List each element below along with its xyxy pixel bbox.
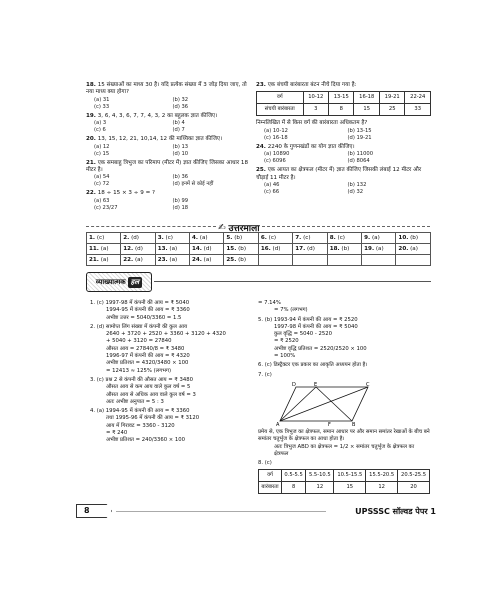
solution-line: अभीष्ट उत्तर = 5040/3360 = 1.5 xyxy=(106,314,182,321)
question-19 xyxy=(86,113,251,134)
banner-text: व्याख्यात्मक xyxy=(95,277,126,286)
answer-cell xyxy=(121,233,155,244)
answer-cell xyxy=(327,244,361,255)
answer-cell xyxy=(258,255,292,266)
solution-line: तथा 1995-96 में कंपनी की आय = ₹ 3120 xyxy=(106,415,200,422)
answer-cell xyxy=(121,255,155,266)
question-number: 18. xyxy=(86,82,96,88)
answer-number: 2. xyxy=(123,235,130,241)
solution-line: 7. (c) xyxy=(258,371,272,378)
option-item: (c) 16-18 xyxy=(264,134,288,141)
table-header-cell: 10.5-15.5 xyxy=(334,470,366,482)
answer-cell xyxy=(327,233,361,244)
question-number: 19. xyxy=(86,112,96,119)
answer-number: 11. xyxy=(89,246,99,252)
table-header-cell: 19-21 xyxy=(379,92,404,104)
answer-cell xyxy=(87,255,121,266)
answer-cell xyxy=(293,233,327,244)
option-item: (a) 63 xyxy=(94,197,110,204)
option-item: (c) 6096 xyxy=(264,158,286,165)
option-item: (c) 33 xyxy=(94,103,110,110)
options-list xyxy=(86,198,251,212)
answer-cell xyxy=(293,255,327,266)
question-23 xyxy=(256,82,431,142)
question-number: 24. xyxy=(256,143,266,150)
answer-key-table xyxy=(86,232,431,266)
solution-line: = ₹ 2520 xyxy=(274,338,299,345)
table-header-cell: 0.5-5.5 xyxy=(281,470,305,482)
answer-option: (c) xyxy=(165,235,173,241)
question-24 xyxy=(256,144,431,165)
option-item: (a) 46 xyxy=(264,182,280,189)
triangle-side xyxy=(280,387,316,421)
answer-option: (a) xyxy=(169,246,178,252)
answer-number: 13. xyxy=(157,246,168,252)
answer-number: 21. xyxy=(89,257,99,263)
question-21 xyxy=(86,160,251,189)
page-footer xyxy=(76,504,436,518)
page-number-arrow xyxy=(76,504,112,518)
questions-right-column xyxy=(256,82,431,198)
answer-row xyxy=(87,255,431,266)
solution-line: औसत आय = 27840/8 = ₹ 3480 xyxy=(106,345,185,352)
answer-cell xyxy=(87,233,121,244)
answer-cell xyxy=(224,255,258,266)
option-item: (c) 6 xyxy=(94,127,106,134)
answer-cell xyxy=(362,233,396,244)
answer-option: (d) xyxy=(203,246,212,252)
cumulative-frequency-table xyxy=(256,91,431,116)
solution-block xyxy=(258,372,430,379)
option-item: (a) 10-12 xyxy=(264,127,288,134)
question-22 xyxy=(86,190,251,211)
answer-option: (a) xyxy=(410,246,418,252)
table-header-row xyxy=(259,470,430,482)
answer-cell xyxy=(87,244,121,255)
answer-option: (a) xyxy=(100,246,109,252)
answer-option: (a) xyxy=(371,235,380,241)
answer-number: 10. xyxy=(398,235,409,241)
table-header-cell: 5.5-10.5 xyxy=(306,470,334,482)
triangle-side xyxy=(316,387,352,421)
divider xyxy=(86,226,216,227)
option-item: (a) 54 xyxy=(94,174,110,181)
table-cell: 33 xyxy=(405,104,431,116)
question-18 xyxy=(86,82,251,111)
divider xyxy=(154,281,431,282)
figure-label-e: E xyxy=(314,381,318,388)
option-item: (a) 3 xyxy=(94,120,107,127)
answer-option: (d) xyxy=(134,246,143,252)
answer-cell xyxy=(189,244,223,255)
figure-label-f: F xyxy=(328,421,331,427)
table-header-cell: 15.5-20.5 xyxy=(366,470,398,482)
answer-option: (b) xyxy=(238,257,247,263)
answer-cell xyxy=(224,233,258,244)
answer-cell xyxy=(293,244,327,255)
question-text: 18 ÷ 15 × 3 ÷ 9 = ? xyxy=(97,190,155,197)
answer-cell xyxy=(258,244,292,255)
answer-number: 6. xyxy=(260,235,267,241)
option-item: (b) 13-15 xyxy=(347,127,372,134)
answer-option: (a) xyxy=(199,235,208,241)
question-line xyxy=(86,82,251,97)
solution-line: 1997-98 में कंपनी की आय = ₹ 5040 xyxy=(274,323,358,330)
answer-option: (a) xyxy=(203,257,212,263)
solution-line: 2. (d) सामोप्त लिंग संख्या में कंपनी की कुल आय xyxy=(90,323,188,330)
solution-block xyxy=(258,300,430,315)
answer-number: 15. xyxy=(226,246,237,252)
banner-highlight: हल xyxy=(128,277,142,288)
answer-option: (d) xyxy=(272,246,281,252)
solution-block xyxy=(90,324,250,375)
solution-line: = 7% (लगभग) xyxy=(274,307,308,314)
table-cell: 15 xyxy=(334,482,366,494)
answer-option: (d) xyxy=(131,235,139,241)
solution-line: अतः अभीष्ट अनुपात = 5 : 3 xyxy=(106,398,164,405)
answer-row xyxy=(87,244,431,255)
answer-cell xyxy=(396,233,431,244)
solution-block xyxy=(258,460,430,467)
question-line xyxy=(86,136,251,143)
question-subtext: निम्नलिखित में से किस वर्ग की बारंबारता अधिकतम है? xyxy=(256,120,368,127)
figure-label-a: A xyxy=(276,421,280,427)
answer-option: (a) xyxy=(100,257,109,263)
answer-cell xyxy=(155,255,189,266)
answer-option: (a) xyxy=(134,257,143,263)
solutions-left-column xyxy=(90,300,250,447)
answer-option: (c) xyxy=(303,235,311,241)
solution-line: = 100% xyxy=(274,353,296,360)
answer-option: (a) xyxy=(169,257,178,263)
answer-cell xyxy=(396,255,431,266)
answer-number: 17. xyxy=(295,246,306,252)
divider xyxy=(262,226,430,227)
answer-option: (c) xyxy=(268,235,277,241)
solution-line: + 5040 + 3120 = 27840 xyxy=(106,338,172,345)
table-header-cell: 13-15 xyxy=(328,92,353,104)
options-list xyxy=(256,182,431,196)
answer-number: 5. xyxy=(226,235,233,241)
table-header-row xyxy=(257,92,431,104)
answer-option: (b) xyxy=(410,235,419,241)
table-cell: 3 xyxy=(303,104,328,116)
figure-label-c: C xyxy=(366,381,370,388)
answer-option: (b) xyxy=(341,246,350,252)
answer-row xyxy=(87,233,431,244)
options-list xyxy=(86,174,251,188)
option-item: (c) 23/27 xyxy=(94,204,118,211)
solution-line: = 7.14% xyxy=(258,300,281,306)
solution-line: 8. (c) xyxy=(258,460,272,467)
solution-line: अभीष्ट प्रतिशत = 240/3360 × 100 xyxy=(106,437,186,444)
answer-number: 3. xyxy=(157,235,164,241)
option-item: (d) 36 xyxy=(172,103,189,110)
table-cell: बारंबारता xyxy=(259,482,282,494)
table-cell: 12 xyxy=(366,482,398,494)
answer-number: 20. xyxy=(398,246,409,252)
solution-line: प्रमेय से, एक त्रिभुज का क्षेत्रफल, समान आधार पर और समान समांतर रेखाओं के बीच बने समांतर चतुर्भुज के क्षेत्रफल का आधा होता है। xyxy=(258,428,430,443)
answer-cell xyxy=(258,233,292,244)
table-cell: 20 xyxy=(398,482,430,494)
question-line xyxy=(86,160,251,175)
frequency-table xyxy=(258,469,430,494)
page-number: 8 xyxy=(84,506,90,515)
solution-line: कुल वृद्धि = 5040 - 2520 xyxy=(274,331,332,338)
option-item: (c) 66 xyxy=(264,189,280,196)
solution-line: 3. (c) प्रश्न 2 से कंपनी की औसत आय = ₹ 3480 xyxy=(90,376,193,383)
solution-line: 1996-97 में कंपनी की आय = ₹ 4320 xyxy=(106,353,190,360)
answer-option: (b) xyxy=(234,235,243,241)
question-text: 15 संख्याओं का माध्य 30 है। यदि प्रत्येक संख्या में 3 जोड़ दिया जाए, तो नया माध्य क्या होगा? xyxy=(86,82,247,96)
answer-number: 4. xyxy=(191,235,198,241)
solution-line: औसत आय से अधिक आय वाले कुल वर्ष = 3 xyxy=(106,391,196,398)
solution-line: 5. (b) 1993-94 में कंपनी की आय = ₹ 2520 xyxy=(258,316,358,323)
answer-cell xyxy=(327,255,361,266)
answer-option: (c) xyxy=(337,235,345,241)
question-text: 3, 6, 4, 3, 6, 7, 7, 4, 3, 2 का बहुलक ज्ञात कीजिए। xyxy=(97,112,218,119)
option-item: (b) 4 xyxy=(172,120,185,127)
figure-label-d: D xyxy=(292,381,296,388)
options-list xyxy=(86,97,251,111)
solution-line: 2640 + 3720 + 2520 + 3360 + 3120 + 4320 xyxy=(106,331,226,338)
option-item: (c) 15 xyxy=(94,150,110,157)
solution-line: औसत आय से कम आय वाले कुल वर्ष = 5 xyxy=(106,384,191,391)
option-item: (d) 7 xyxy=(172,127,185,134)
option-item: (d) 10 xyxy=(172,150,189,157)
answer-cell xyxy=(362,255,396,266)
answer-number: 12. xyxy=(123,246,134,252)
option-item: (d) इनमें से कोई नहीं xyxy=(172,181,214,188)
option-item: (c) 72 xyxy=(94,181,110,188)
answer-number: 9. xyxy=(364,235,371,241)
footer-rule xyxy=(116,511,326,512)
answer-cell xyxy=(155,244,189,255)
table-header-cell: 10-12 xyxy=(303,92,328,104)
options-list xyxy=(86,144,251,158)
solution-block xyxy=(90,408,250,444)
solution-block xyxy=(90,377,250,406)
answer-cell xyxy=(155,233,189,244)
solution-line: 4. (a) 1994-95 में कंपनी की आय = ₹ 3360 xyxy=(90,408,190,415)
option-item: (b) 99 xyxy=(172,197,189,204)
parallelogram-figure xyxy=(276,381,372,427)
options-list xyxy=(86,120,251,134)
question-25 xyxy=(256,167,431,196)
table-header-cell: वर्ग xyxy=(259,470,282,482)
answer-number: 14. xyxy=(191,246,202,252)
question-number: 25. xyxy=(256,167,266,174)
table-header-cell: 20.5-25.5 xyxy=(398,470,430,482)
question-number: 23. xyxy=(256,82,266,88)
solution-line: = 12413 ≈ 125% (लगभग) xyxy=(106,367,172,374)
answer-number: 22. xyxy=(123,257,134,263)
answer-number: 23. xyxy=(157,257,168,263)
question-number: 22. xyxy=(86,190,96,197)
question-20 xyxy=(86,136,251,157)
solution-block xyxy=(90,300,250,322)
solution-line: अभीष्ट वृद्धि प्रतिशत = 2520/2520 × 100 xyxy=(274,345,367,352)
solution-line: = ₹ 240 xyxy=(106,430,128,437)
option-item: (d) 32 xyxy=(347,189,364,196)
answer-cell xyxy=(121,244,155,255)
option-item: (b) 36 xyxy=(172,174,189,181)
solution-line: 1. (c) 1997-98 में कंपनी की आय = ₹ 5040 xyxy=(90,300,190,306)
option-item: (d) 8064 xyxy=(347,158,370,165)
solution-line: 1994-95 में कंपनी की आय = ₹ 3360 xyxy=(106,307,190,314)
solution-block xyxy=(258,362,430,369)
question-text: 2240 के गुणनखंडों का योग ज्ञात कीजिए। xyxy=(267,143,355,150)
table-cell: 8 xyxy=(328,104,353,116)
answer-cell xyxy=(362,244,396,255)
answer-key-title: उत्तरमाला xyxy=(228,224,260,234)
options-list xyxy=(256,128,431,142)
question-number: 21. xyxy=(86,159,96,166)
answer-cell xyxy=(224,244,258,255)
figure-label-b: B xyxy=(352,421,356,427)
solution-line: 6. (c) डिस्ट्रैक्टर एक प्रकार का आकृति अध्ययन होता है। xyxy=(258,362,368,369)
table-header-cell: 22-24 xyxy=(405,92,431,104)
answer-option: (c) xyxy=(96,235,105,241)
answer-option: (a) xyxy=(375,246,384,252)
question-text: एक बंचयी बारंबारता बंटन नीचे दिया गया है: xyxy=(267,82,357,88)
answer-number: 8. xyxy=(329,235,336,241)
table-cell: 12 xyxy=(306,482,334,494)
answer-number: 25. xyxy=(226,257,237,263)
answer-option: (d) xyxy=(306,246,315,252)
option-item: (b) 11000 xyxy=(347,151,373,158)
solution-line: आय में गिरावट = 3360 - 3120 xyxy=(106,422,175,429)
option-item: (b) 32 xyxy=(172,96,189,103)
answer-number: 18. xyxy=(329,246,340,252)
options-list xyxy=(256,151,431,165)
answer-number: 1. xyxy=(89,235,96,241)
option-item: (a) 10890 xyxy=(264,151,290,158)
option-item: (d) 19-21 xyxy=(347,134,372,141)
table-cell: 25 xyxy=(379,104,404,116)
answer-number: 16. xyxy=(260,246,271,252)
answer-cell xyxy=(189,233,223,244)
solution-block xyxy=(258,429,430,458)
solution-line: अतः त्रिभुज ABD का क्षेत्रफल = 1/2 × समांतर चतुर्भुज के क्षेत्रफल का क्षेत्रफल xyxy=(274,443,415,457)
question-number: 20. xyxy=(86,136,96,143)
answer-number: 7. xyxy=(295,235,302,241)
answer-cell xyxy=(396,244,431,255)
table-cell: 8 xyxy=(281,482,305,494)
solutions-right-column xyxy=(258,300,430,498)
question-text: 13, 15, 12, 21, 10,14, 12 की माध्यिका ज्ञात कीजिए। xyxy=(97,136,223,143)
table-header-cell: 16-18 xyxy=(354,92,379,104)
solution-block xyxy=(258,317,430,361)
answer-number: 19. xyxy=(364,246,375,252)
option-item: (d) 18 xyxy=(172,204,189,211)
option-item: (b) 132 xyxy=(347,182,367,189)
table-row xyxy=(259,482,430,494)
option-item: (a) 31 xyxy=(94,96,110,103)
answer-number: 24. xyxy=(191,257,202,263)
table-row xyxy=(257,104,431,116)
questions-left-column xyxy=(86,82,251,214)
option-item: (a) 12 xyxy=(94,143,110,150)
table-cell: संचयी बारंबारता xyxy=(257,104,304,116)
question-line xyxy=(86,113,251,120)
answer-cell xyxy=(189,255,223,266)
table-cell: 15 xyxy=(354,104,379,116)
question-line xyxy=(86,190,251,197)
option-item: (b) 13 xyxy=(172,143,189,150)
answer-option: (b) xyxy=(238,246,247,252)
question-text: एक आयत का क्षेत्रफल (मीटर में) ज्ञात कीजिए जिसकी लंबाई 12 मीटर और चौड़ाई 11 मीटर है। xyxy=(256,167,422,181)
solution-line: अभीष्ट प्रतिशत = 4320/3480 × 100 xyxy=(106,360,189,367)
footer-title: UPSSSC सॉल्वड पेपर 1 xyxy=(355,507,436,516)
question-text: एक समबाहु त्रिभुज का परिमाप (मीटर में) ज्ञात कीजिए जिसका आधार 18 मीटर है। xyxy=(86,159,249,174)
pencil-icon: ✍ xyxy=(218,222,226,233)
table-header-cell: वर्ग xyxy=(257,92,304,104)
explanation-banner xyxy=(86,272,152,292)
